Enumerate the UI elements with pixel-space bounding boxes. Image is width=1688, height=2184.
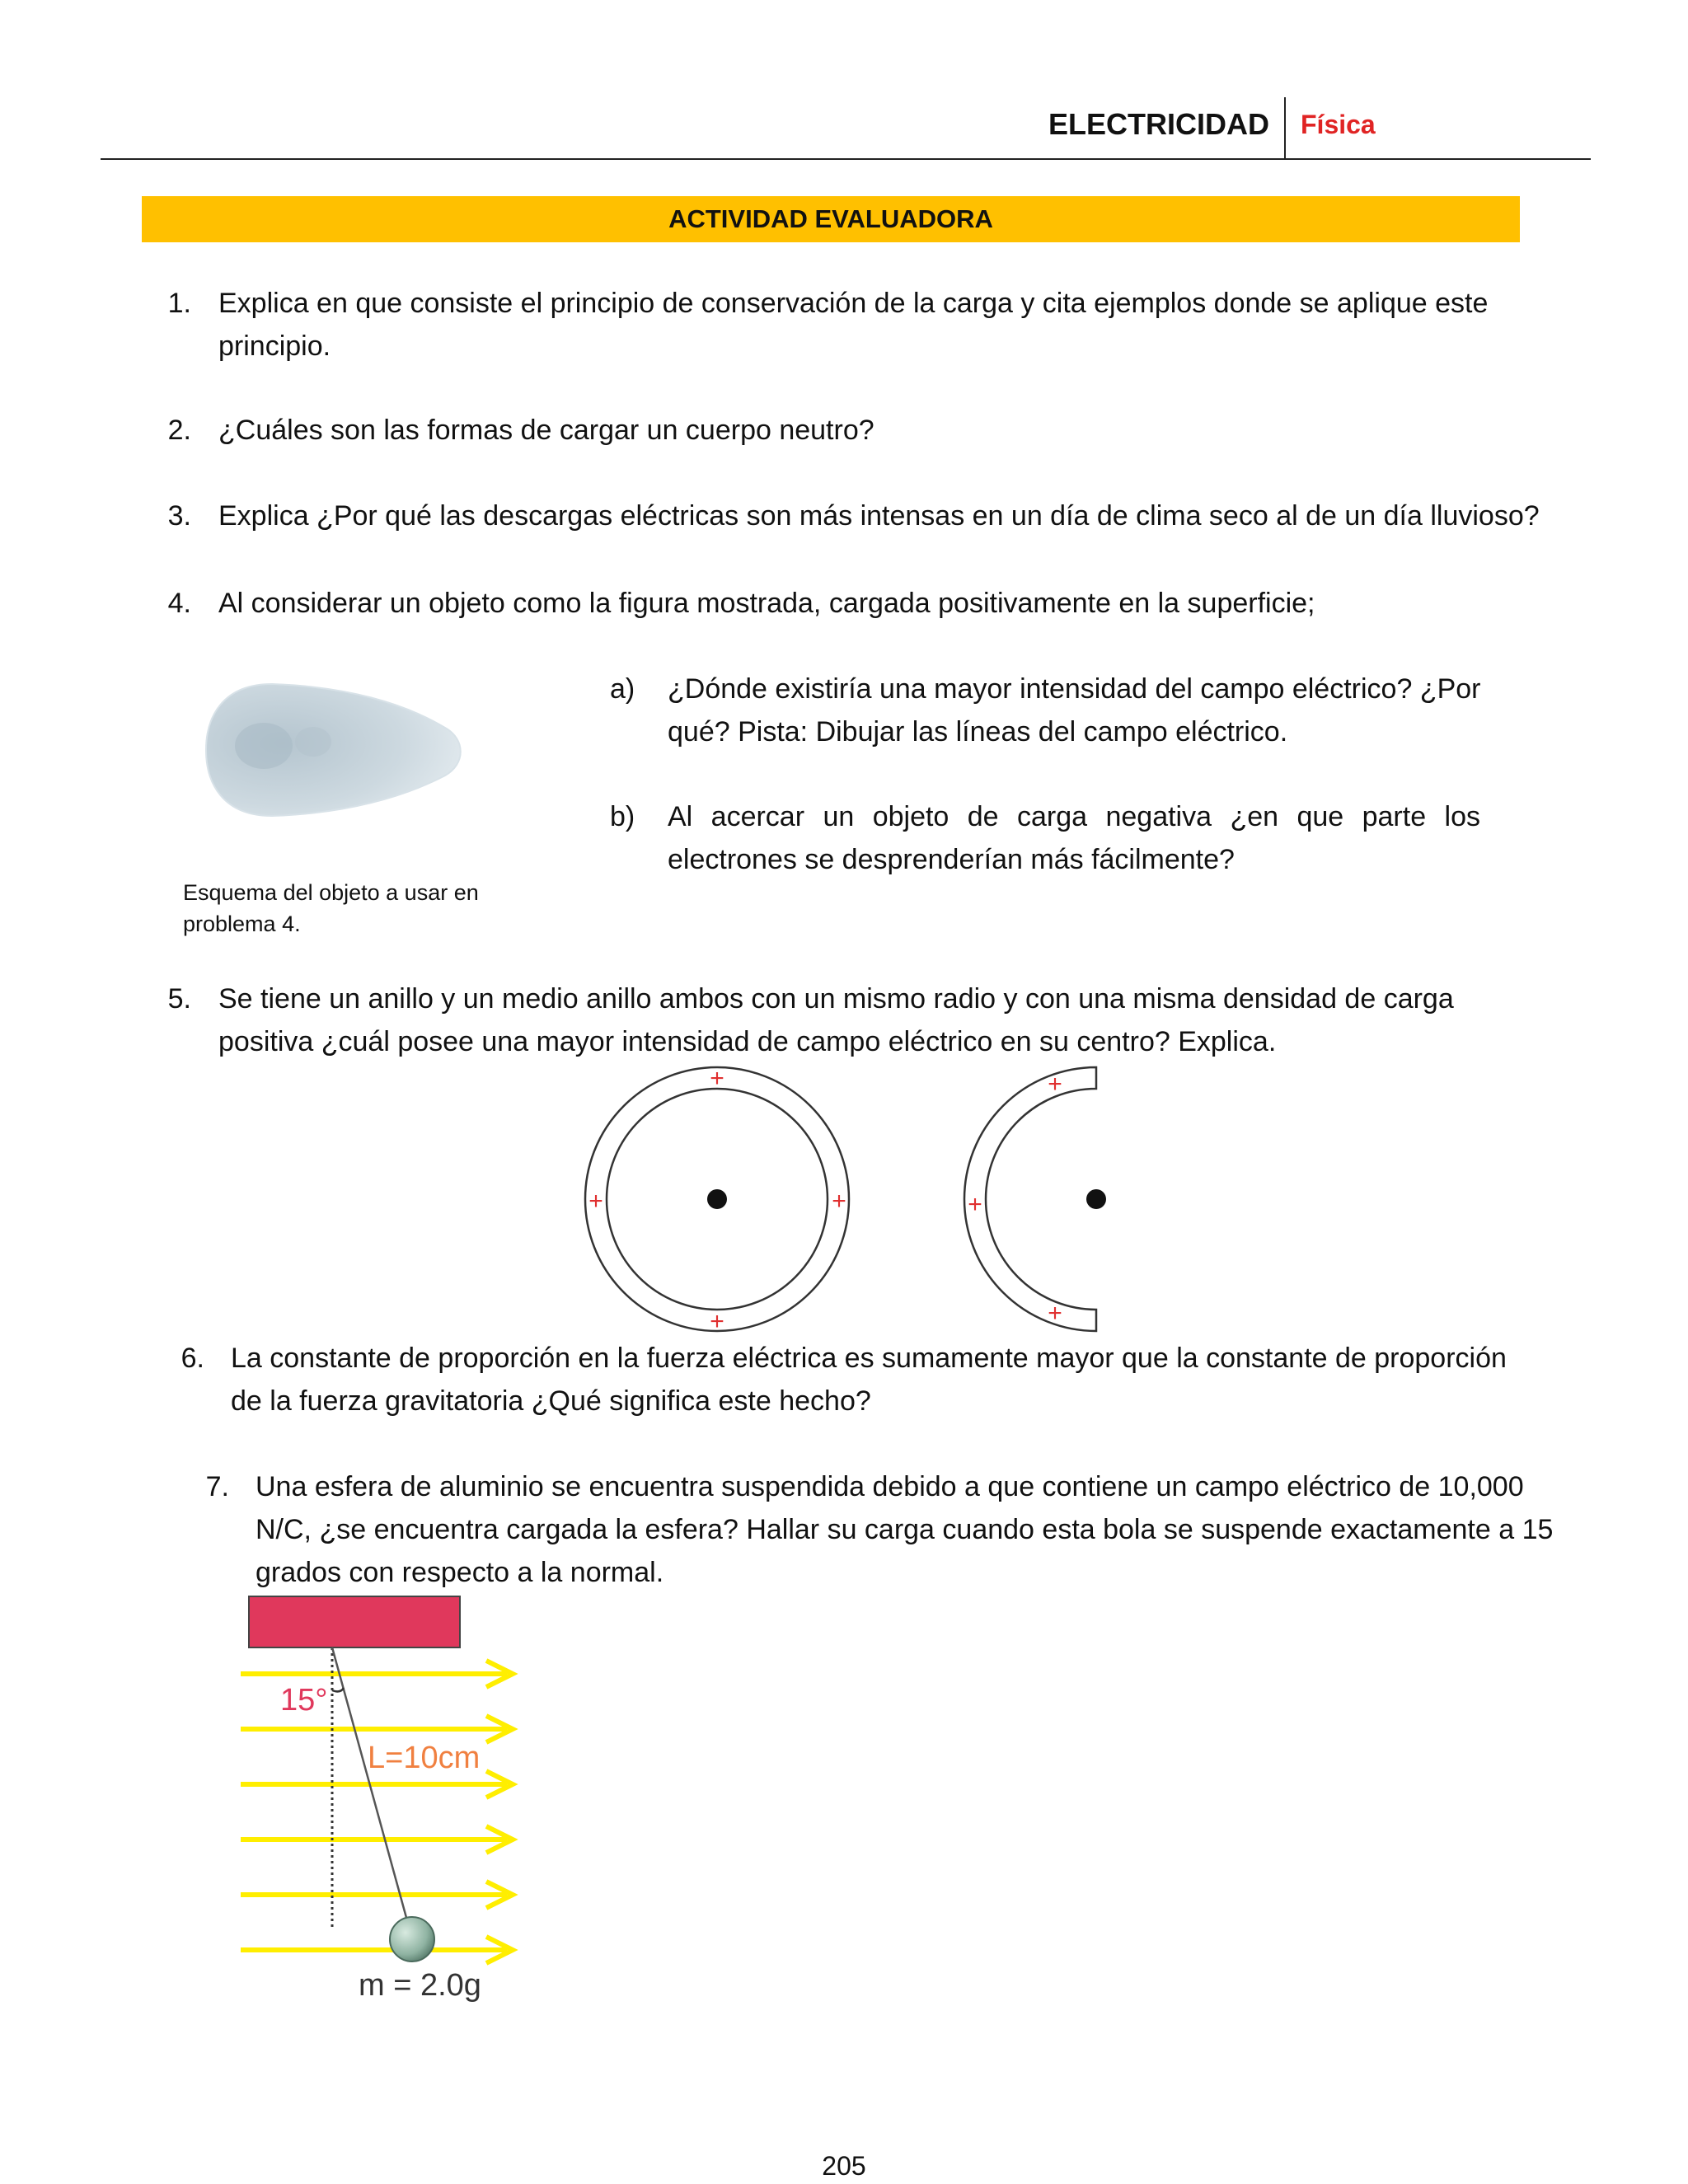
question-text: Se tiene un anillo y un medio anillo ambos con un mismo radio y con una misma densidad de carga (218, 983, 1454, 1015)
plus-charge: + (968, 1191, 982, 1218)
question-text: Explica en que consiste el principio de conservación de la carga y cita ejemplos donde se aplique este (218, 288, 1489, 319)
activity-banner (142, 196, 1520, 242)
field-arrow (241, 1716, 513, 1742)
length-label: L=10cm (368, 1741, 481, 1775)
subquestion-label: a) (610, 673, 635, 705)
subquestion-text: qué? Pista: Dibujar las líneas del campo eléctrico. (668, 716, 1288, 748)
figure-caption: problema 4. (183, 912, 301, 936)
rings-figure (569, 1059, 1129, 1339)
question-4 (0, 582, 1688, 628)
support-block (249, 1596, 460, 1647)
plus-charge: + (832, 1188, 846, 1215)
field-arrow (241, 1826, 513, 1853)
question-6 (0, 1337, 1688, 1427)
question-text: Una esfera de aluminio se encuentra suspendida debido a que contiene un campo eléctrico de 10,000 (256, 1471, 1524, 1502)
plus-charge: + (1048, 1300, 1062, 1327)
header-rule (101, 158, 1591, 160)
field-arrow (241, 1882, 513, 1908)
question-text: de la fuerza gravitatoria ¿Qué significa este hecho? (231, 1385, 871, 1417)
subquestion-text: Al acercar un objeto de carga negativa ¿en que parte los (668, 801, 1480, 832)
page-number: 205 (822, 2151, 866, 2181)
half-ring-center-point (1086, 1189, 1106, 1209)
question-5 (0, 977, 1688, 1068)
subquestion-text: ¿Dónde existiría una mayor intensidad del campo eléctrico? ¿Por (668, 673, 1481, 705)
question-2 (0, 409, 1688, 455)
angle-arc (332, 1688, 344, 1691)
pendulum-figure (231, 1595, 544, 2007)
plus-charge: + (710, 1308, 724, 1335)
question-text: positiva ¿cuál posee una mayor intensidad de campo eléctrico en su centro? Explica. (218, 1026, 1277, 1057)
question-text: Explica ¿Por qué las descargas eléctricas son más intensas en un día de clima seco al de un día lluvioso? (218, 500, 1540, 532)
field-arrow (241, 1937, 513, 1963)
question-number: 2. (167, 415, 191, 446)
question-text: La constante de proporción en la fuerza eléctrica es sumamente mayor que la constante de proporción (231, 1343, 1507, 1374)
question-number: 5. (167, 983, 191, 1015)
question-text: grados con respecto a la normal. (256, 1557, 664, 1588)
header-separator (1284, 97, 1286, 158)
question-number: 7. (205, 1471, 229, 1502)
question-text: ¿Cuáles son las formas de cargar un cuerpo neutro? (218, 415, 874, 446)
pendulum-string (332, 1647, 410, 1933)
question-number: 1. (167, 288, 191, 319)
question-text: Al considerar un objeto como la figura mostrada, cargada positivamente en la superficie; (218, 588, 1315, 619)
question-number: 3. (167, 500, 191, 532)
plus-charge: + (710, 1065, 724, 1092)
aluminum-sphere (390, 1917, 434, 1961)
subquestion-label: b) (610, 801, 635, 832)
mass-label: m = 2.0g (359, 1968, 481, 2003)
angle-label: 15° (280, 1683, 328, 1718)
question-number: 6. (181, 1343, 204, 1374)
ring-center-point (707, 1189, 727, 1209)
activity-banner-title: ACTIVIDAD EVALUADORA (668, 204, 993, 233)
question-text: N/C, ¿se encuentra cargada la esfera? Hallar su carga cuando esta bola se suspende exactamente a 15 (256, 1514, 1554, 1545)
plus-charge: + (588, 1188, 603, 1215)
subquestion-a (0, 668, 1688, 758)
subquestion-b (0, 795, 1688, 886)
question-3 (0, 494, 1688, 541)
figure-caption: Esquema del objeto a usar en (183, 880, 479, 905)
question-number: 4. (167, 588, 191, 619)
full-ring (585, 1067, 849, 1331)
subject-label: Física (1301, 110, 1376, 139)
half-ring (964, 1067, 1106, 1331)
question-7 (0, 1465, 1688, 1597)
question-1 (0, 282, 1688, 373)
question-text: principio. (218, 330, 331, 362)
section-title: ELECTRICIDAD (1048, 107, 1269, 141)
subquestion-text: electrones se desprenderían más fácilmente? (668, 844, 1235, 875)
plus-charge: + (1048, 1071, 1062, 1098)
